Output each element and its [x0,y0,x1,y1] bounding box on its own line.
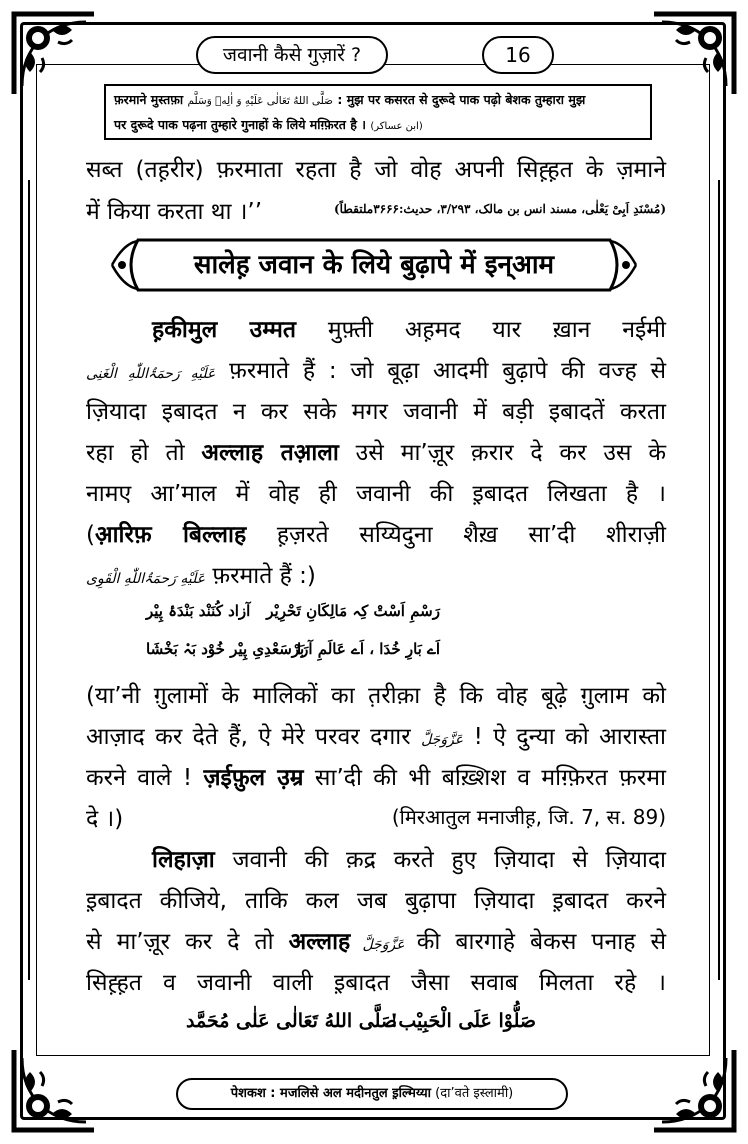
para3-line-3 [86,924,666,956]
reference: (मिरआतुल मनाजीह़, जि. 7, स. 89) [391,805,666,829]
para2-line-4 [86,801,666,833]
para1-line-3: ज़ियादा इबादत न कर सके मगर जवानी में बड़ी इबादतें करता [86,399,666,425]
para1-line-7 [86,558,666,590]
hadith-label: फ़रमाने मुस्तफ़ा [114,92,184,107]
text-span: की बारगाहे बेकस पनाह से [416,929,666,955]
intro-line-2-text: में किया करता था ।’’ [86,199,263,225]
couplet-row1-left: آزاد کُنَنْد بَنْدَۂ پِیْر [146,602,251,620]
arabic-honorific: عَزَّوَجَلَّ [350,937,417,953]
intro-line-2 [86,194,666,226]
intro-line-1: सब्त (तह़रीर) फ़रमाता रहता है जो वोह अपनी सिह़्ह़त के ज़माने [86,157,666,183]
side-ornament-left-icon [22,180,36,980]
text-span: ! ऐ दुन्या को आरास्ता [463,724,666,750]
hadith-box [104,84,652,140]
side-ornament-right-icon [712,180,726,980]
hadith-salawat: صَلَّى اللهُ تَعَالٰى عَلَيْهِ وَ اٰلِهٖ وَسَلَّم [187,95,333,107]
couplet-row2-right: اَے بَارِ خُدَا ، اَے عَالَمِ آرَا [296,640,440,658]
para1-line-4 [86,435,666,467]
hadith-source: (ابن عساکر) [370,121,423,132]
page-number: 16 [482,36,554,74]
text-span: ( [86,522,95,548]
couplet-row2-left: بَرْسَعْدِیِ پِیْر خُوْد بَہْ بَخْشَا [146,640,305,658]
hadith-text-1: : मुझ पर कसरत से दुरूदे पाक पढ़ो बेशक तुम्हारा मुझ [337,92,586,107]
salawat-left: صَلُّوْا عَلَی الْحَبِیْب! [390,1010,537,1032]
text-span: फ़रमाते हैं : जो बूढ़ा आदमी बुढ़ापे की वज्ह से [215,358,666,384]
text-span: फ़रमाते हैं :) [205,563,316,589]
corner-ornament-icon [648,1044,740,1136]
corner-ornament-icon [8,8,100,100]
footer-publisher [176,1078,568,1110]
bold-term: अल्लाह तआ़ला [201,440,339,466]
bold-term: लिहाज़ा [152,847,215,873]
para1-line-2 [86,353,666,385]
text-span: उसे मा’ज़ूर क़रार दे कर उस के [338,440,667,466]
bold-term: आ़रिफ़ बिल्लाह [94,522,247,548]
book-title: जवानी कैसे गुज़ारें ? [196,36,388,74]
couplet-row1-right: رَسْمِ اَسْتْ کِہ مَالِکَانِ تَحْرِیْر [266,602,440,620]
footer-text: मजलिसे अल मदीनतुल इ़ल्मिय्या [275,1086,432,1101]
text-span: जवानी की क़द्र करते हुए ज़ियादा से ज़ियादा [214,847,666,873]
bold-term: ह़कीमुल उम्मत [152,317,297,343]
arabic-honorific: عَزَّوَجَلَّ [421,732,464,748]
intro-citation: (مُسْنَدِ اَبِیْ یَعْلٰی، مسند انس بن مالک، ۳/۲۹۳، حدیث:۳۶۶۶ملتقطاً) [333,202,666,216]
footer-paren: (दा’वते इस्लामी) [431,1086,514,1101]
text-span: दे ।) [86,806,124,832]
para1-line-1 [86,312,666,344]
para3-line-2: इ़बादत कीजिये, ताकि कल जब बुढ़ापा ज़ियादा इ़बादत करने [86,888,666,914]
text-span: मुफ़्ती अह़मद यार ख़ान नईमी [296,317,666,343]
salawat-right: صَلَّی اللهُ تَعَالٰی عَلٰی مُحَمَّد [186,1010,397,1032]
para2-line-3 [86,760,666,792]
text-span: ह़ज़रते सय्यिदुना शैख़ सा’दी शीराज़ी [246,522,666,548]
para1-line-6 [86,517,666,549]
text-span: करने वाले ! [86,765,204,791]
arabic-honorific: عَلَیْهِ رَحمَۃُاللّٰهِ الْغَنِی [86,366,216,382]
text-span: से मा’ज़ूर कर दे तो [86,929,289,955]
para1-line-5: नामए आ’माल में वोह ही जवानी की इ़बादत लिखता है । [86,481,666,507]
footer-label: पेशकश : [230,1086,276,1101]
text-span: आज़ाद कर देते हैं, ऐ मेरे परवर दगार [86,724,422,750]
corner-ornament-icon [648,8,740,100]
bold-term: अल्लाह [288,929,351,955]
section-heading: सालेह़ जवान के लिये बुढ़ापे में इन्आम [193,250,555,280]
para3-line-4: सिह़्ह़त व जवानी वाली इ़बादत जैसा सवाब मिलता रहे । [86,970,666,996]
bold-term: ज़ईफ़ुल उ़म्र [203,765,304,791]
hadith-text-2: पर दुरूदे पाक पढ़ना तुम्हारे गुनाहों के लिये मग़्फ़िरत है । [114,117,366,132]
arabic-honorific: عَلَیْهِ رَحمَۃُاللّٰهِ الْقَوِی [86,571,206,587]
corner-ornament-icon [8,1044,100,1136]
text-span: सा’दी की भी बख़्शिश व मग़्फ़िरत फ़रमा [303,765,666,791]
para3-line-1 [86,842,666,874]
text-span: रहा हो तो [86,440,202,466]
para2-line-1: (या’नी ग़ुलामों के मालिकों का त़रीक़ा है कि वोह बूढ़े ग़ुलाम को [86,683,666,709]
para2-line-2 [86,719,666,751]
